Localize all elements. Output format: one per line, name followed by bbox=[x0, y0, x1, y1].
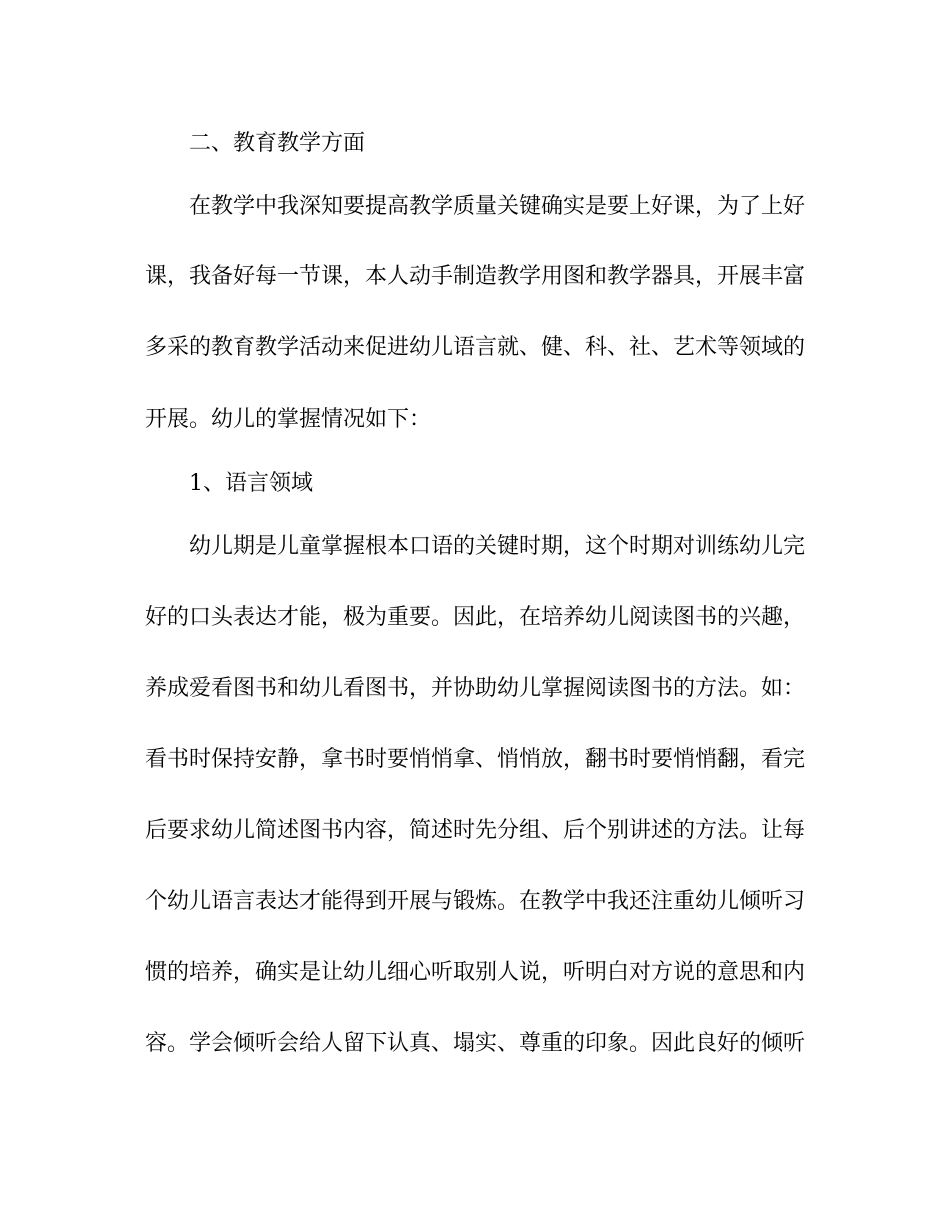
paragraph-2-line-8: 容。学会倾听会给人留下认真、塌实、尊重的印象。因此良好的倾听 bbox=[145, 1031, 805, 1056]
paragraph-2-line-5: 后要求幼儿简述图书内容，简述时先分组、后个别讲述的方法。让每 bbox=[145, 818, 805, 843]
paragraph-2-line-4: 看书时保持安静，拿书时要悄悄拿、悄悄放，翻书时要悄悄翻，看完 bbox=[145, 747, 805, 772]
paragraph-2-line-1: 幼儿期是儿童掌握根本口语的关键时期，这个时期对训练幼儿完 bbox=[189, 534, 805, 559]
subsection-heading: 1、语言领域 bbox=[189, 471, 313, 496]
section-heading: 二、教育教学方面 bbox=[189, 131, 366, 156]
paragraph-1-line-4: 开展。幼儿的掌握情况如下： bbox=[145, 407, 432, 432]
paragraph-2-line-7: 惯的培养，确实是让幼儿细心听取别人说，听明白对方说的意思和内 bbox=[145, 960, 805, 985]
paragraph-2-line-3: 养成爱看图书和幼儿看图书，并协助幼儿掌握阅读图书的方法。如： bbox=[145, 676, 805, 701]
paragraph-1-line-2: 课，我备好每一节课，本人动手制造教学用图和教学器具，开展丰富 bbox=[145, 264, 805, 289]
paragraph-1-line-3: 多采的教育教学活动来促进幼儿语言就、健、科、社、艺术等领域的 bbox=[145, 335, 805, 360]
paragraph-1-line-1: 在教学中我深知要提高教学质量关键确实是要上好课，为了上好 bbox=[189, 194, 805, 219]
paragraph-2-line-6: 个幼儿语言表达才能得到开展与锻炼。在教学中我还注重幼儿倾听习 bbox=[145, 889, 805, 914]
paragraph-2-line-2: 好的口头表达才能，极为重要。因此，在培养幼儿阅读图书的兴趣， bbox=[145, 605, 805, 630]
